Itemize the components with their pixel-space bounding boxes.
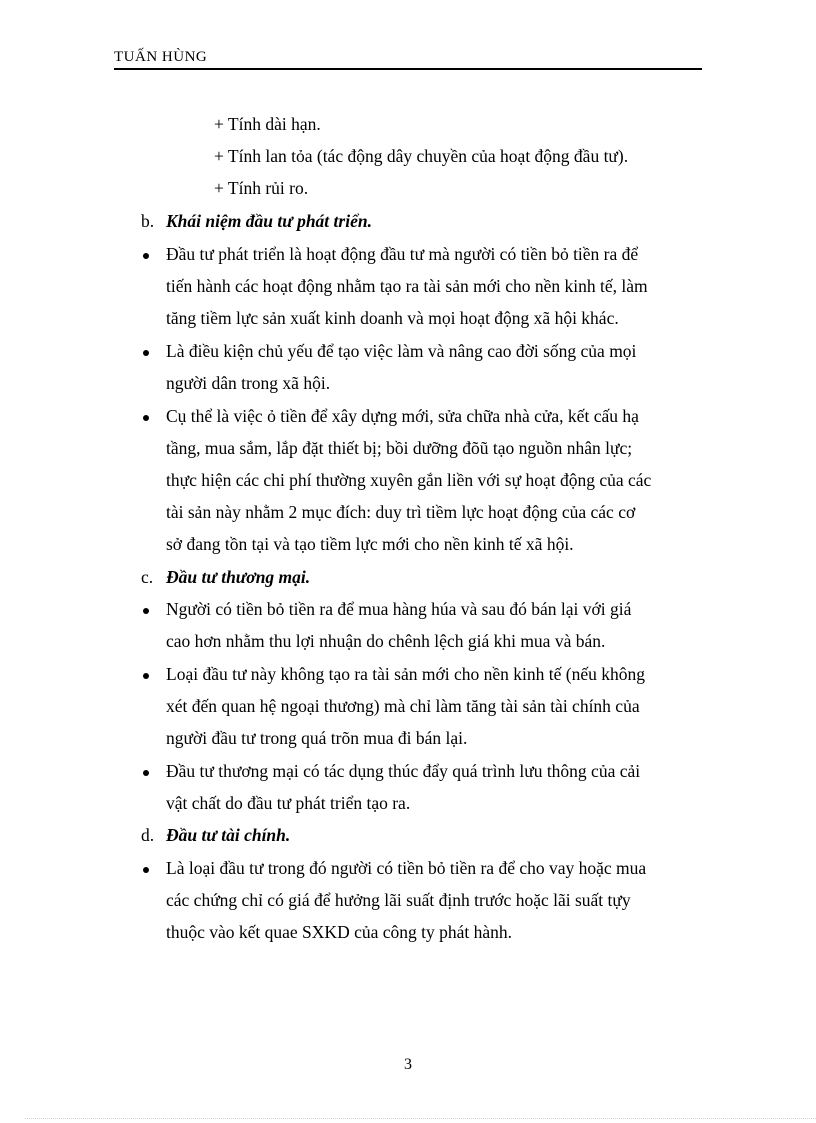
bullet-line: Cụ thể là việc ỏ tiền để xây dựng mới, sửa chữa nhà cửa, kết cấu hạ <box>166 406 639 426</box>
bullet-line: thuộc vào kết quae SXKD của công ty phát hành. <box>166 922 513 942</box>
page-bottom-divider <box>25 1118 816 1119</box>
bullet-line: cao hơn nhằm thu lợi nhuận do chênh lệch giá khi mua và bán. <box>166 631 606 651</box>
bullet-line: Loại đầu tư này không tạo ra tài sản mới cho nền kinh tế (nếu không <box>166 664 645 684</box>
section-heading-b <box>141 210 372 232</box>
bullet-line: Là điều kiện chủ yếu để tạo việc làm và nâng cao đời sống của mọi <box>166 341 637 361</box>
bullet-line: Là loại đầu tư trong đó người có tiền bỏ tiền ra để cho vay hoặc mua <box>166 858 647 878</box>
section-heading-d <box>141 824 290 846</box>
bullet-icon <box>143 608 149 614</box>
bullet-line: người dân trong xã hội. <box>166 373 331 393</box>
bullet-icon <box>143 673 149 679</box>
bullet-line: Người có tiền bỏ tiền ra để mua hàng húa và sau đó bán lại với giá <box>166 599 632 619</box>
section-label: c. <box>141 567 154 587</box>
bullet-line: xét đến quan hệ ngoại thương) mà chỉ làm tăng tài sản tài chính của <box>166 696 640 716</box>
plus-item: + Tính dài hạn. <box>214 114 321 134</box>
bullet-line: sở đang tồn tại và tạo tiềm lực mới cho nền kinh tế xã hội. <box>166 534 574 554</box>
bullet-line: người đầu tư trong quá trõn mua đi bán lại. <box>166 728 468 748</box>
header-title: TUẤN HÙNG <box>114 49 208 65</box>
section-title: Khái niệm đầu tư phát triển. <box>166 211 372 231</box>
section-heading-c <box>141 566 310 588</box>
bullet-icon <box>143 253 149 259</box>
section-title: Đầu tư thương mại. <box>166 567 311 587</box>
section-title: Đầu tư tài chính. <box>166 825 291 845</box>
bullet-line: Đầu tư thương mại có tác dụng thúc đẩy quá trình lưu thông của cải <box>166 761 641 781</box>
bullet-line: vật chất do đầu tư phát triển tạo ra. <box>166 793 411 813</box>
page-number: 3 <box>404 1056 412 1073</box>
section-label: d. <box>141 825 155 845</box>
bullet-icon <box>143 867 149 873</box>
bullet-icon <box>143 415 149 421</box>
plus-item: + Tính lan tỏa (tác động dây chuyền của hoạt động đầu tư). <box>214 146 629 166</box>
bullet-line: thực hiện các chi phí thường xuyên gắn liền với sự hoạt động của các <box>166 470 652 490</box>
page-header <box>114 48 702 70</box>
bullet-line: tiến hành các hoạt động nhằm tạo ra tài sản mới cho nền kinh tế, làm <box>166 276 648 296</box>
bullet-line: tăng tiềm lực sản xuất kinh doanh và mọi hoạt động xã hội khác. <box>166 308 619 328</box>
bullet-line: tầng, mua sắm, lắp đặt thiết bị; bồi dưỡng đõũ tạo nguồn nhân lực; <box>166 438 633 458</box>
plus-item: + Tính rủi ro. <box>214 178 309 198</box>
bullet-line: tài sản này nhằm 2 mục đích: duy trì tiềm lực hoạt động của các cơ <box>166 502 636 522</box>
bullet-line: Đầu tư phát triển là hoạt động đầu tư mà người có tiền bỏ tiền ra để <box>166 244 639 264</box>
bullet-icon <box>143 350 149 356</box>
bullet-line: các chứng chỉ có giá để hưởng lãi suất định trước hoặc lãi suất tựy <box>166 890 631 910</box>
bullet-icon <box>143 770 149 776</box>
section-label: b. <box>141 211 155 231</box>
